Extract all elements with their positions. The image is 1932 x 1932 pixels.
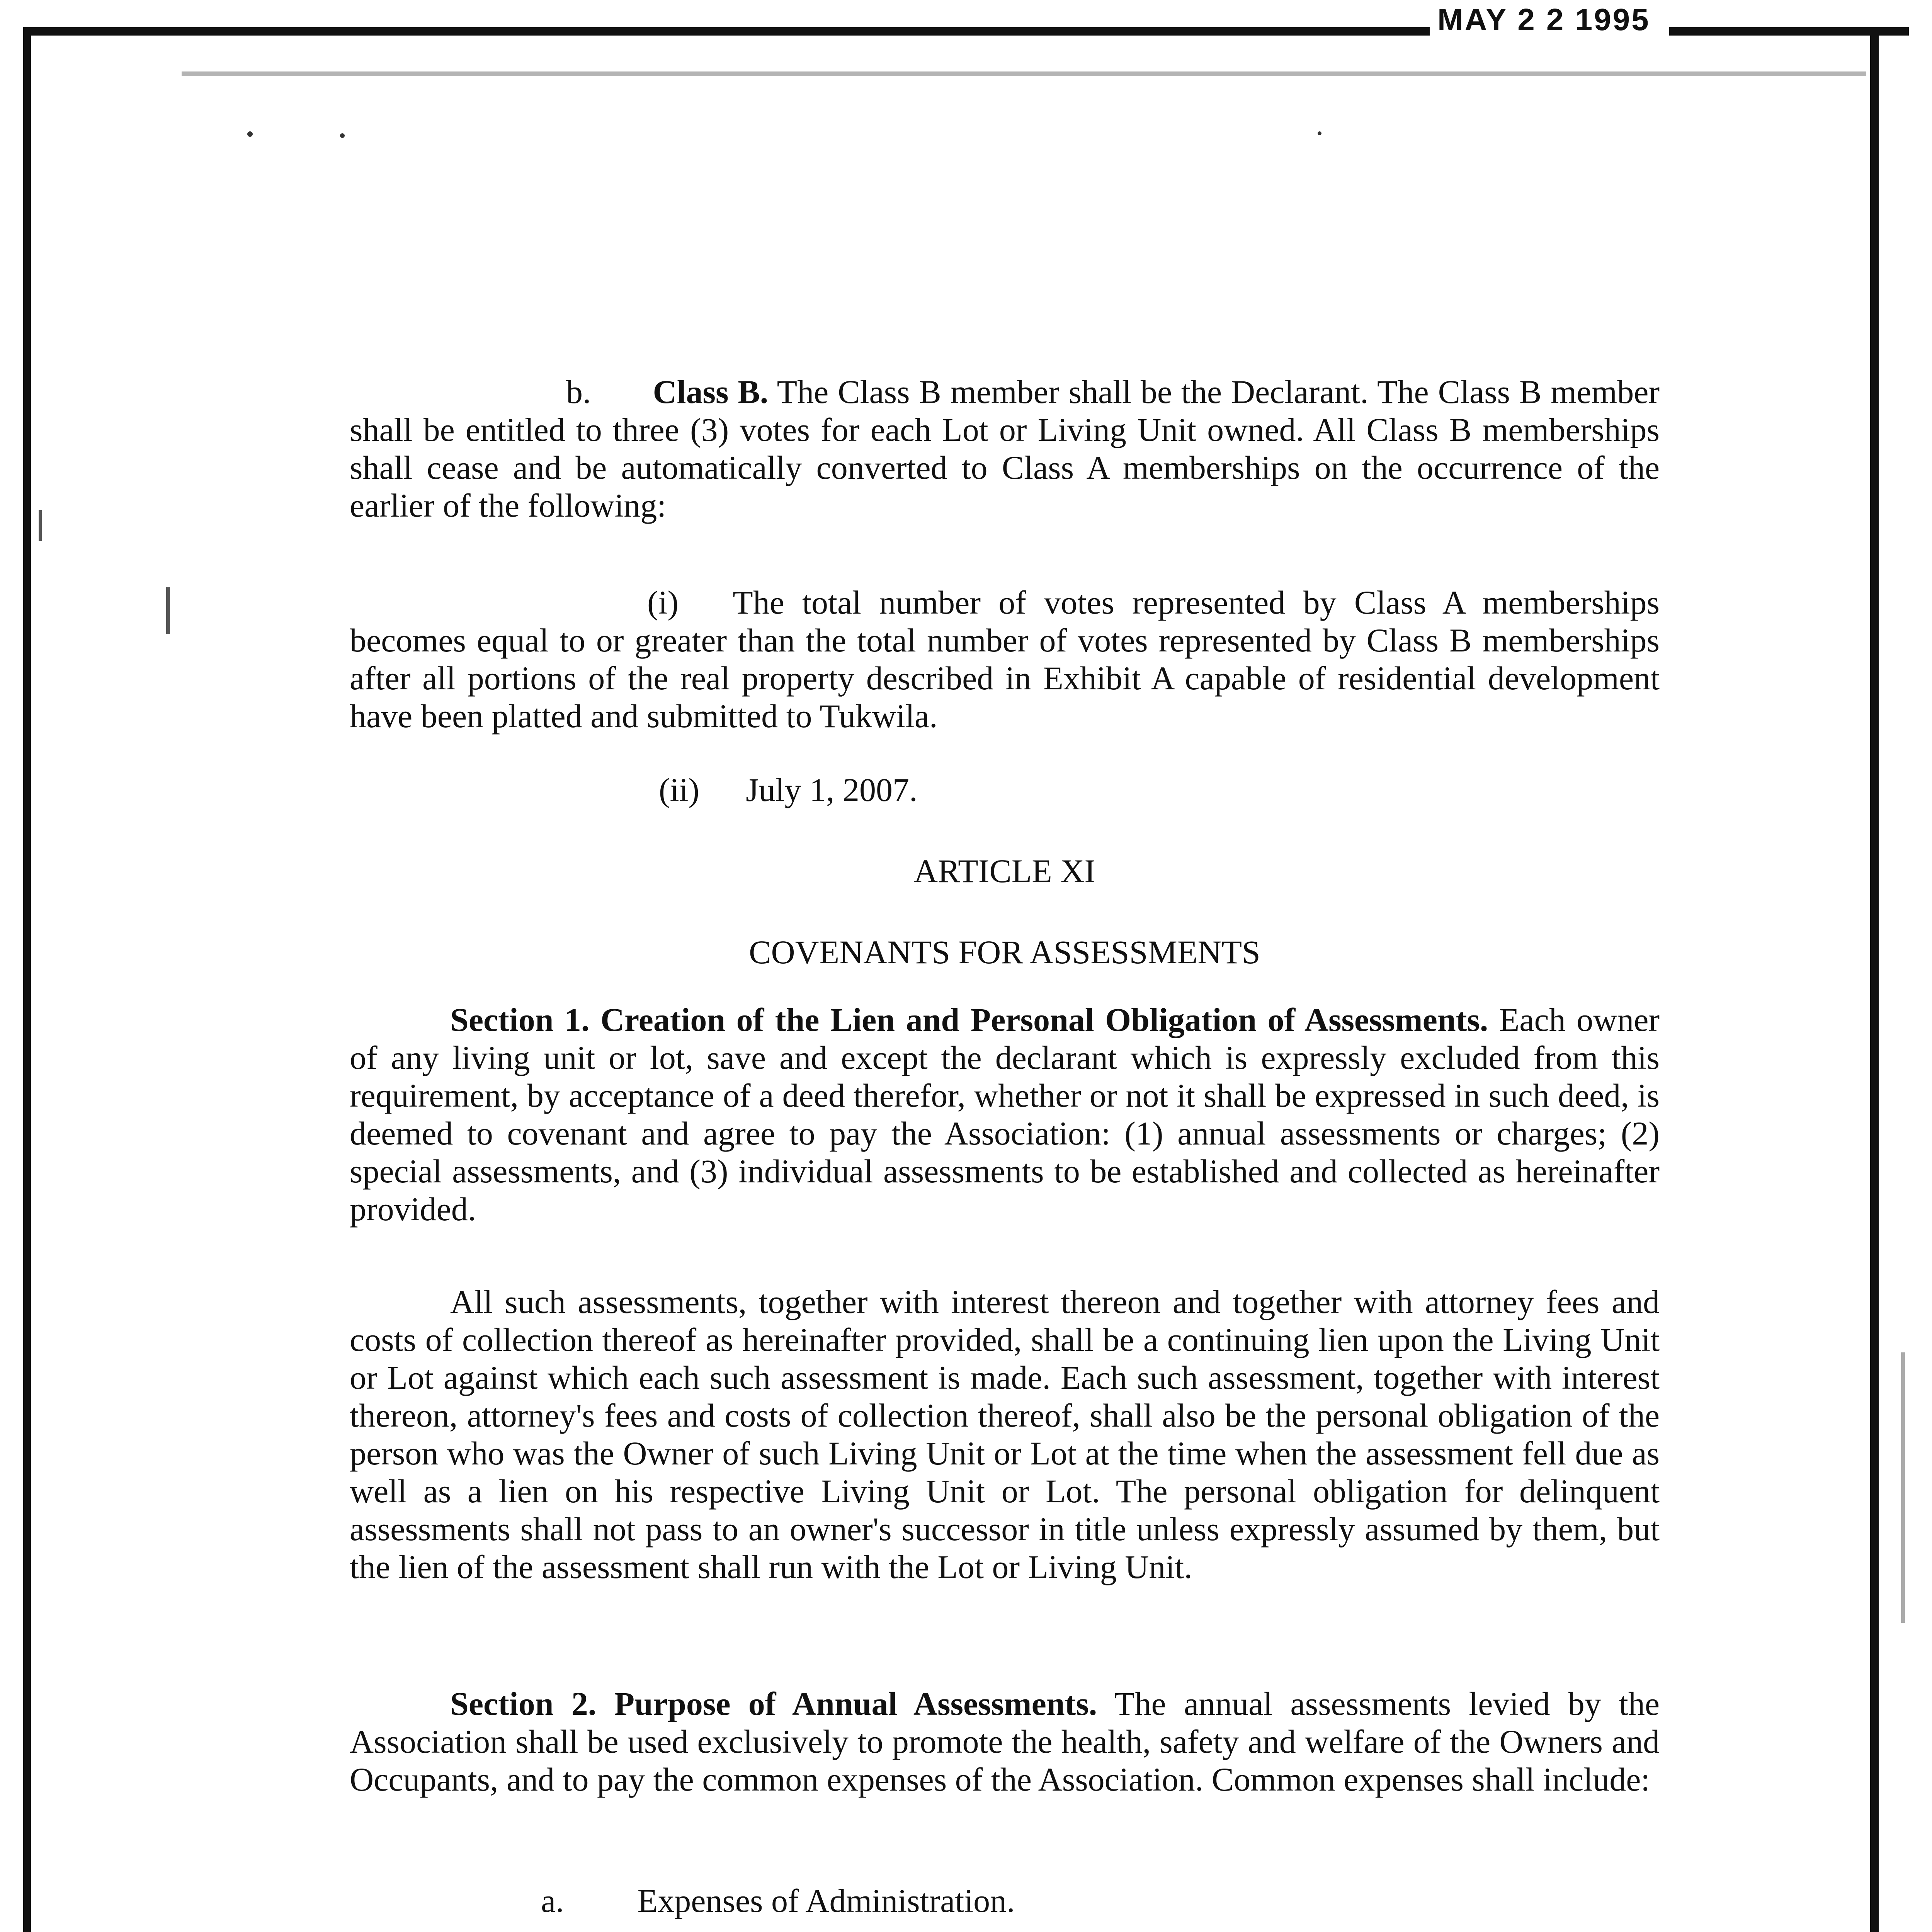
- paragraph-text: All such assessments, together with interest thereon and together with attorney fees and costs of collection thereof as hereinafter provided, shall be a continuing lien upon the Living Unit or Lot against which each such assessment is made. Each such assessment, together with interest thereon, attorney's fees and costs of collection thereof, shall also be the personal obligation of the person who was the Owner of such Living Unit or Lot at the time when the assessment fell due as well as a lien on his respective Living Unit or Lot. The personal obligation for delinquent assessments shall not pass to an owner's successor in title unless expressly assumed by them, but the lien of the assessment shall run with the Lot or Living Unit.: [350, 1283, 1660, 1585]
- list-text: The total number of votes represented by Class A memberships becomes equal to or greater than the total number of votes represented by Class B memberships after all portions of the real property described in Exhibit A capable of residential development have been platted and submitted to Tukwila.: [350, 584, 1660, 735]
- paragraph-heading: Class B.: [653, 373, 769, 410]
- page-border-right: [1870, 27, 1879, 1932]
- scan-speck: [1318, 131, 1321, 135]
- list-text: July 1, 2007.: [746, 771, 918, 808]
- section-1-paragraph-2: [350, 1283, 1660, 1586]
- section-1-paragraph: [350, 1001, 1660, 1228]
- page-border-top: [23, 27, 1430, 36]
- list-text: Expenses of Administration.: [637, 1882, 1015, 1919]
- list-item-ii: [659, 771, 917, 809]
- section-1-text: Each owner of any living unit or lot, save and except the declarant which is expressly excluded from this requirement, by acceptance of a deed therefor, whether or not it shall be expressed in such deed, is deemed to covenant and agree to pay the Association: (1) annual assessments or charges; (2) special assessments, and (3) individual assessments to be established and collected as hereinafter provided.: [350, 1001, 1660, 1228]
- article-number: ARTICLE XI: [913, 852, 1096, 889]
- scan-edge-mark: [166, 587, 170, 634]
- scan-edge-mark: [1901, 1352, 1905, 1623]
- scan-edge-mark: [39, 510, 42, 541]
- list-item-i: [350, 583, 1660, 735]
- list-marker: a.: [541, 1882, 564, 1919]
- article-title: COVENANTS FOR ASSESSMENTS: [749, 934, 1260, 971]
- paragraph-text: The Class B member shall be the Declarant. The Class B member shall be entitled to three (3) votes for each Lot or Living Unit owned. All Class B memberships shall cease and be automatically converted to Class A memberships on the occurrence of the earlier of the following:: [350, 373, 1660, 524]
- scan-speck: [340, 133, 345, 138]
- section-2-text: The annual assessments levied by the Association shall be used exclusively to promote the health, safety and welfare of the Owners and Occupants, and to pay the common expenses of the Association. Common expenses shall include:: [350, 1685, 1660, 1798]
- section-2-paragraph: [350, 1685, 1660, 1798]
- list-marker: (ii): [659, 771, 700, 808]
- section-2-heading: Section 2. Purpose of Annual Assessments.: [450, 1685, 1097, 1722]
- received-date-stamp: MAY 2 2 1995: [1437, 2, 1650, 37]
- paragraph-marker: b.: [566, 373, 591, 410]
- list-item-a: [541, 1882, 1015, 1920]
- scan-speck: [247, 131, 253, 137]
- list-marker: (i): [647, 584, 679, 621]
- section-1-heading: Section 1. Creation of the Lien and Personal Obligation of Assessments.: [450, 1001, 1488, 1038]
- scan-artifact-line: [182, 71, 1866, 76]
- paragraph-class-b: [350, 373, 1660, 524]
- page-border-left: [23, 27, 31, 1932]
